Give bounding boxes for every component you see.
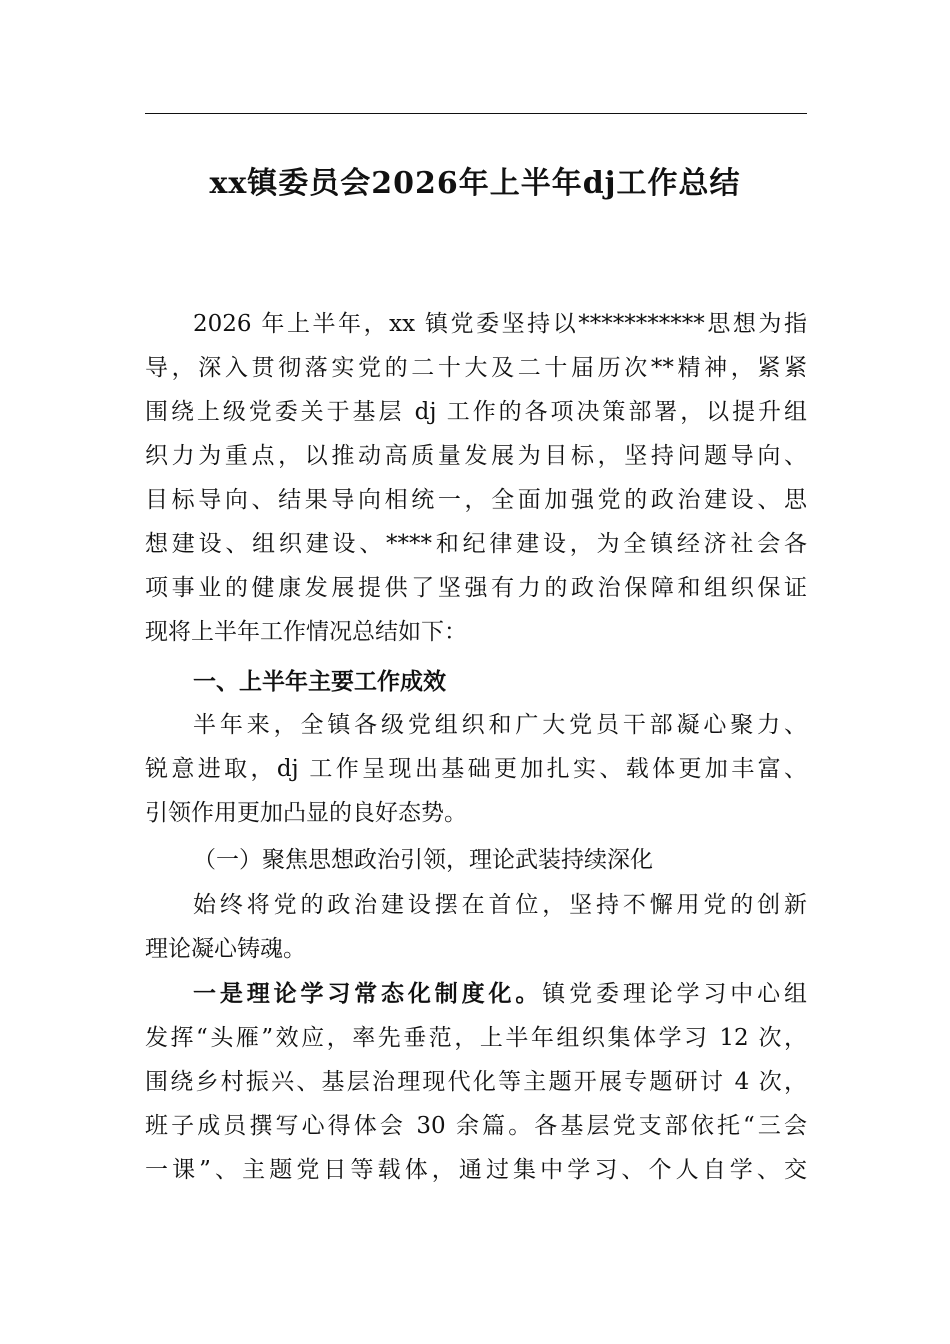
header-rule xyxy=(145,113,807,114)
intro-line: 现将上半年工作情况总结如下： xyxy=(145,619,467,645)
point-first-line xyxy=(193,972,807,1016)
intro-line: 围绕上级党委关于基层 dj 工作的各项决策部署，以提升组 xyxy=(145,399,807,425)
section-line: 半年来，全镇各级党组织和广大党员干部凝心聚力、 xyxy=(193,712,807,738)
section-line: 引领作用更加凸显的良好态势。 xyxy=(145,800,467,826)
subsection-heading: （一）聚焦思想政治引领，理论武装持续深化 xyxy=(193,847,653,873)
point-line: 班子成员撰写心得体会 30 余篇。各基层党支部依托“三会 xyxy=(145,1113,807,1139)
document-title: xx镇委员会2026年上半年dj工作总结 xyxy=(209,166,741,201)
subsection-line: 始终将党的政治建设摆在首位，坚持不懈用党的创新 xyxy=(193,892,807,918)
section-heading: 一、上半年主要工作成效 xyxy=(193,668,446,695)
intro-line: 目标导向、结果导向相统一，全面加强党的政治建设、思 xyxy=(145,487,807,513)
point-text: 镇党委理论学习中心组 xyxy=(542,981,808,1007)
point-line: 围绕乡村振兴、基层治理现代化等主题开展专题研讨 4 次， xyxy=(145,1069,807,1095)
intro-line: 2026 年上半年，xx 镇党委坚持以***********思想为指 xyxy=(193,311,807,337)
section-line: 锐意进取，dj 工作呈现出基础更加扎实、载体更加丰富、 xyxy=(145,756,807,782)
intro-line: 想建设、组织建设、****和纪律建设，为全镇经济社会各 xyxy=(145,531,807,557)
intro-line: 项事业的健康发展提供了坚强有力的政治保障和组织保证 xyxy=(145,575,807,601)
intro-line: 织力为重点，以推动高质量发展为目标，坚持问题导向、 xyxy=(145,443,807,469)
point-lead: 一是理论学习常态化制度化。 xyxy=(193,980,543,1007)
point-line: 一课”、主题党日等载体，通过集中学习、个人自学、交 xyxy=(145,1157,807,1183)
point-line: 发挥“头雁”效应，率先垂范，上半年组织集体学习 12 次， xyxy=(145,1025,807,1051)
subsection-line: 理论凝心铸魂。 xyxy=(145,936,306,962)
intro-line: 导，深入贯彻落实党的二十大及二十届历次**精神，紧紧 xyxy=(145,355,807,381)
